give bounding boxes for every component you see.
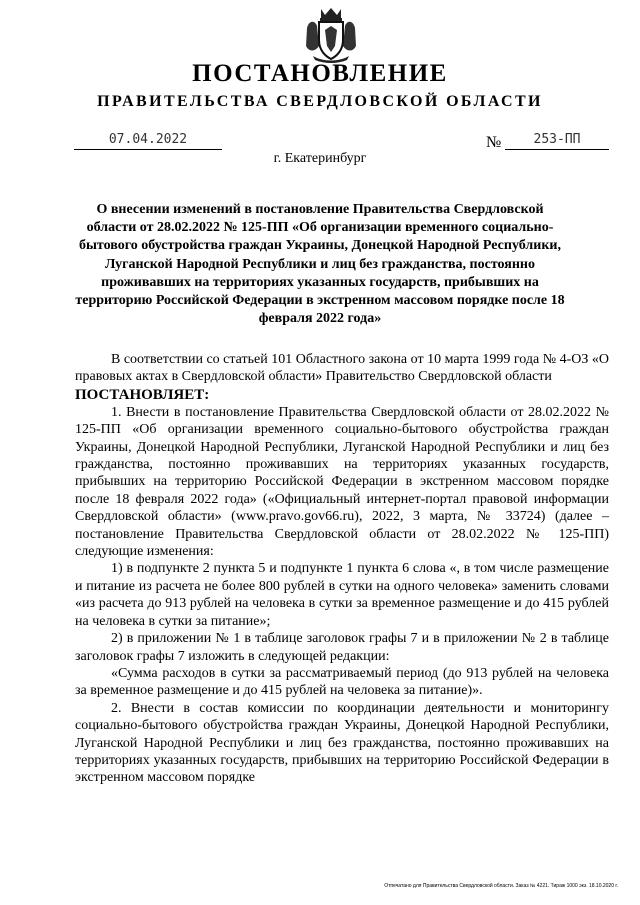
document-heading: О внесении изменений в постановление Правительства Свердловской области от 28.02.2022 № 125-ПП «Об организации временного социально-бытового обустройства граждан Украины, Донецкой Народной Республики, Луганской Народной Республики и лиц без гражданства, постоянно проживавших на территориях указанных государств, прибывших на территорию Российской Федерации в экстренном массовом порядке после 18 февраля 2022 года» [75, 202, 565, 327]
document-type-title: ПОСТАНОВЛЕНИЕ [192, 60, 448, 87]
paragraph-2: 2. Внести в состав комиссии по координации деятельности и мониторингу социально-бытового обустройства граждан Украины, Донецкой Народной Республики, Луганской Народной Республики и лиц без гражданства, постоянно проживавших на территориях указанных государств, прибывших на территорию Российской Федерации в экстренном массовом порядке [75, 700, 609, 786]
issuing-authority: ПРАВИТЕЛЬСТВА СВЕРДЛОВСКОЙ ОБЛАСТИ [97, 93, 543, 110]
paragraph-1-subitem-2: 2) в приложении № 1 в таблице заголовок графы 7 и в приложении № 2 в таблице заголовок графы 7 изложить в следующей редакции: [75, 631, 609, 664]
document-date: 07.04.2022 [74, 131, 222, 150]
sverdlovsk-coat-of-arms-icon [303, 6, 359, 64]
issue-city: г. Екатеринбург [273, 151, 367, 166]
document-body [75, 351, 609, 787]
document-number: 253-ПП [505, 131, 609, 150]
paragraph-1-subitem-1: 1) в подпункте 2 пункта 5 и подпункте 1 пункта 6 слова «, в том числе размещение и питание из расчета не более 800 рублей в сутки на одного человека» заменить словами «из расчета до 913 рублей на человека в сутки за временное размещение и до 415 рублей на человека в сутки за питание»; [75, 561, 609, 629]
number-sign: № [486, 134, 502, 151]
paragraph-1: 1. Внести в постановление Правительства Свердловской области от 28.02.2022 № 125-ПП «Об организации временного социально-бытового обустройства граждан Украины, Донецкой Народной Республики, Луганской Народной Республики и лиц без гражданства, постоянно проживавших на территориях указанных государств, прибывших на территорию Российской Федерации в экстренном массовом порядке после 18 февраля 2022 года» («Официальный интернет-портал правовой информации Свердловской области» (www.pravo.gov66.ru), 2022, 3 марта, № 33724) (далее – постановление Правительства Свердловской области от 28.02.2022 № 125-ПП) следующие изменения: [75, 404, 609, 560]
paragraph-1-quote: «Сумма расходов в сутки за рассматриваемый период (до 913 рублей на человека за временное размещение и до 415 рублей на человека за питание)». [75, 665, 609, 699]
print-imprint: Отпечатано для Правительства Свердловской области. Заказ № 4221. Тираж 1000 экз. 18.10.2020 г. [384, 883, 618, 889]
preamble-paragraph: В соответствии со статьей 101 Областного закона от 10 марта 1999 года № 4-ОЗ «О правовых актах в Свердловской области» Правительство Свердловской области [75, 352, 609, 385]
resolves-heading: ПОСТАНОВЛЯЕТ: [75, 386, 210, 403]
